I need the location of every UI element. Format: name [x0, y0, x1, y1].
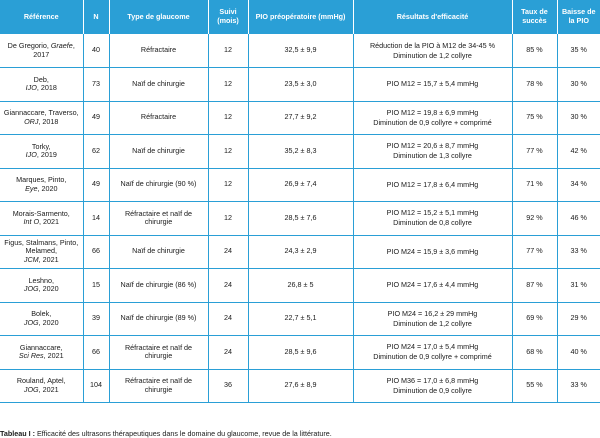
header-pio-pre: PIO préopératoire (mmHg) [248, 0, 353, 34]
result-line-1: PIO M24 = 17,0 ± 5,4 mmHg [386, 342, 479, 352]
reference-journal: JOG [23, 284, 39, 294]
caption-label: Tableau I : [0, 429, 36, 438]
reference-year: , 2021 [38, 255, 59, 265]
cell-n: 104 [83, 369, 109, 403]
cell-taux: 68 % [512, 336, 557, 370]
reference-year: , 2019 [36, 150, 57, 160]
reference-year: , 2021 [43, 351, 64, 361]
result-line-2: Diminution de 1,2 collyre [393, 50, 472, 60]
cell-suivi: 12 [208, 68, 248, 102]
header-taux: Taux de succès [512, 0, 557, 34]
reference-authors: Giannaccare, Traverso, [3, 108, 79, 118]
cell-type: Réfractaire et naïf de chirurgie [109, 369, 208, 403]
table-row [0, 101, 600, 135]
cell-baisse: 30 % [557, 101, 600, 135]
cell-pio-pre: 22,7 ± 5,1 [248, 302, 353, 336]
reference-authors: Morais-Sarmento, [12, 208, 70, 218]
cell-pio-pre: 32,5 ± 9,9 [248, 34, 353, 68]
reference-authors: Leshno, [28, 275, 55, 285]
cell-type: Naïf de chirurgie [109, 135, 208, 169]
cell-reference [0, 68, 83, 102]
reference-year: , 2018 [36, 83, 57, 93]
reference-year: 2017 [33, 49, 50, 59]
cell-baisse: 31 % [557, 269, 600, 303]
cell-taux: 69 % [512, 302, 557, 336]
cell-pio-pre: 28,5 ± 7,6 [248, 202, 353, 236]
reference-journal: IJO [25, 83, 37, 93]
reference-year: , 2020 [38, 317, 59, 327]
table-row [0, 369, 600, 403]
cell-taux: 87 % [512, 269, 557, 303]
cell-reference [0, 336, 83, 370]
table-row [0, 168, 600, 202]
cell-reference [0, 302, 83, 336]
cell-resultats [353, 369, 512, 403]
result-line-2: Diminution de 0,9 collyre + comprimé [373, 117, 492, 127]
cell-taux: 75 % [512, 101, 557, 135]
result-line-1: PIO M12 = 15,7 ± 5,4 mmHg [386, 79, 479, 89]
reference-authors: Bolek, [31, 309, 52, 319]
reference-journal: Sci Res [18, 351, 44, 361]
cell-reference [0, 369, 83, 403]
cell-resultats [353, 135, 512, 169]
cell-pio-pre: 23,5 ± 3,0 [248, 68, 353, 102]
result-line-1: PIO M24 = 16,2 ± 29 mmHg [387, 308, 478, 318]
reference-year: , 2020 [37, 183, 58, 193]
cell-n: 49 [83, 101, 109, 135]
cell-suivi: 24 [208, 336, 248, 370]
cell-resultats [353, 302, 512, 336]
result-line-2: Diminution de 1,3 collyre [393, 151, 472, 161]
header-reference: Référence [0, 0, 83, 34]
cell-reference [0, 34, 83, 68]
cell-suivi: 24 [208, 269, 248, 303]
cell-taux: 92 % [512, 202, 557, 236]
cell-baisse: 30 % [557, 68, 600, 102]
cell-n: 40 [83, 34, 109, 68]
cell-reference [0, 235, 83, 269]
table-caption [0, 429, 332, 438]
reference-sep: , [72, 40, 75, 50]
reference-year: , 2020 [38, 284, 59, 294]
reference-journal: JCM [23, 255, 39, 265]
cell-baisse: 33 % [557, 369, 600, 403]
cell-type: Naïf de chirurgie (89 %) [109, 302, 208, 336]
header-row [0, 0, 600, 34]
reference-year: , 2021 [39, 217, 60, 227]
result-line-1: PIO M12 = 20,6 ± 8,7 mmHg [386, 141, 479, 151]
header-resultats: Résultats d'efficacité [353, 0, 512, 34]
cell-baisse: 33 % [557, 235, 600, 269]
table-row [0, 202, 600, 236]
cell-type: Naïf de chirurgie [109, 235, 208, 269]
cell-type: Naïf de chirurgie [109, 68, 208, 102]
reference-journal: Eye [25, 183, 38, 193]
table-row [0, 302, 600, 336]
cell-n: 62 [83, 135, 109, 169]
cell-n: 66 [83, 235, 109, 269]
cell-n: 49 [83, 168, 109, 202]
cell-n: 73 [83, 68, 109, 102]
cell-taux: 55 % [512, 369, 557, 403]
reference-journal: JOG [23, 384, 39, 394]
cell-pio-pre: 26,9 ± 7,4 [248, 168, 353, 202]
cell-taux: 77 % [512, 235, 557, 269]
cell-type: Réfractaire et naïf de chirurgie [109, 202, 208, 236]
reference-authors: Torky, [31, 141, 51, 151]
cell-resultats [353, 68, 512, 102]
cell-taux: 85 % [512, 34, 557, 68]
reference-authors: Rouland, Aptel, [16, 376, 66, 386]
cell-resultats [353, 34, 512, 68]
header-n: N [83, 0, 109, 34]
table-row [0, 34, 600, 68]
cell-pio-pre: 27,6 ± 8,9 [248, 369, 353, 403]
cell-baisse: 42 % [557, 135, 600, 169]
result-line-1: PIO M24 = 15,9 ± 3,6 mmHg [386, 246, 479, 256]
header-baisse: Baisse de la PIO [557, 0, 600, 34]
reference-journal: JOG [23, 317, 39, 327]
table-row [0, 336, 600, 370]
cell-baisse: 40 % [557, 336, 600, 370]
cell-resultats [353, 101, 512, 135]
cell-pio-pre: 26,8 ± 5 [248, 269, 353, 303]
cell-taux: 78 % [512, 68, 557, 102]
reference-journal: ORJ [24, 116, 39, 126]
cell-resultats [353, 336, 512, 370]
cell-suivi: 12 [208, 101, 248, 135]
reference-authors: Figus, Stalmans, Pinto, Melamed, [4, 237, 79, 256]
cell-reference [0, 135, 83, 169]
cell-type: Réfractaire et naïf de chirurgie [109, 336, 208, 370]
cell-type: Naïf de chirurgie (86 %) [109, 269, 208, 303]
result-line-2: Diminution de 1,2 collyre [393, 318, 472, 328]
cell-n: 39 [83, 302, 109, 336]
cell-suivi: 12 [208, 135, 248, 169]
reference-authors: Giannaccare, [19, 342, 63, 352]
reference-journal: IJO [25, 150, 37, 160]
result-line-2: Diminution de 0,9 collyre + comprimé [373, 352, 492, 362]
cell-n: 66 [83, 336, 109, 370]
result-line-2: Diminution de 0,9 collyre [393, 385, 472, 395]
cell-taux: 77 % [512, 135, 557, 169]
cell-baisse: 34 % [557, 168, 600, 202]
cell-suivi: 12 [208, 34, 248, 68]
cell-pio-pre: 24,3 ± 2,9 [248, 235, 353, 269]
reference-authors: De Gregorio, [7, 40, 51, 50]
cell-n: 15 [83, 269, 109, 303]
table-row [0, 235, 600, 269]
reference-authors: Deb, [33, 74, 49, 84]
cell-suivi: 36 [208, 369, 248, 403]
result-line-1: PIO M24 = 17,6 ± 4,4 mmHg [386, 280, 479, 290]
reference-year: , 2018 [38, 116, 59, 126]
reference-journal-a: Graefe [50, 40, 73, 50]
cell-type: Naïf de chirurgie (90 %) [109, 168, 208, 202]
table-row [0, 135, 600, 169]
cell-reference [0, 101, 83, 135]
cell-resultats [353, 202, 512, 236]
result-line-1: Réduction de la PIO à M12 de 34-45 % [369, 40, 496, 50]
cell-reference [0, 202, 83, 236]
header-suivi: Suivi (mois) [208, 0, 248, 34]
cell-suivi: 12 [208, 202, 248, 236]
result-line-1: PIO M36 = 17,0 ± 6,8 mmHg [386, 375, 479, 385]
result-line-1: PIO M12 = 19,8 ± 6,9 mmHg [386, 107, 479, 117]
cell-resultats [353, 168, 512, 202]
cell-reference [0, 168, 83, 202]
reference-journal: Int O [23, 217, 40, 227]
cell-reference [0, 269, 83, 303]
cell-pio-pre: 27,7 ± 9,2 [248, 101, 353, 135]
cell-type: Réfractaire [109, 34, 208, 68]
table-row [0, 68, 600, 102]
cell-baisse: 46 % [557, 202, 600, 236]
cell-resultats [353, 235, 512, 269]
reference-authors: Marques, Pinto, [16, 175, 67, 185]
cell-suivi: 12 [208, 168, 248, 202]
result-line-2: Diminution de 0,8 collyre [393, 218, 472, 228]
cell-n: 14 [83, 202, 109, 236]
table-row [0, 269, 600, 303]
result-line-1: PIO M12 = 17,8 ± 6,4 mmHg [386, 179, 479, 189]
cell-pio-pre: 35,2 ± 8,3 [248, 135, 353, 169]
result-line-1: PIO M12 = 15,2 ± 5,1 mmHg [386, 208, 479, 218]
cell-taux: 71 % [512, 168, 557, 202]
cell-suivi: 24 [208, 302, 248, 336]
cell-suivi: 24 [208, 235, 248, 269]
cell-pio-pre: 28,5 ± 9,6 [248, 336, 353, 370]
cell-baisse: 35 % [557, 34, 600, 68]
reference-year: , 2021 [38, 384, 59, 394]
table-body [0, 34, 600, 403]
cell-resultats [353, 269, 512, 303]
cell-type: Réfractaire [109, 101, 208, 135]
caption-text: Efficacité des ultrasons thérapeutiques dans le domaine du glaucome, revue de la littérature. [35, 429, 332, 438]
header-type: Type de glaucome [109, 0, 208, 34]
cell-baisse: 29 % [557, 302, 600, 336]
